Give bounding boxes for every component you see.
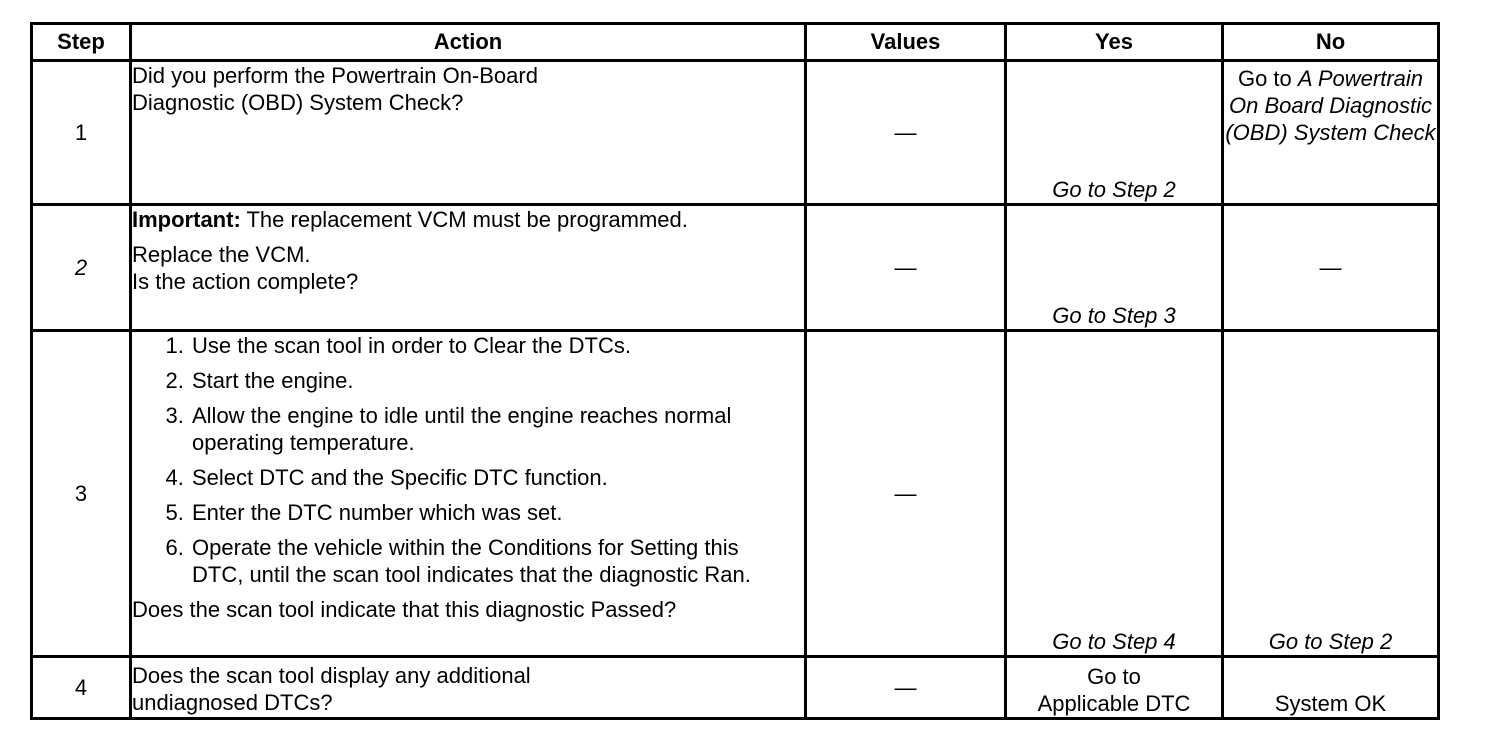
no-link[interactable]: Go to Step 2 xyxy=(1268,629,1393,654)
header-no: No xyxy=(1223,24,1439,61)
yes-cell[interactable] xyxy=(1006,657,1223,719)
important-note xyxy=(132,206,804,233)
substep: 6. Operate the vehicle within the Conditions for Setting this DTC, until the scan tool indicates that the diagnostic Ran. xyxy=(190,534,782,588)
important-label: Important: xyxy=(132,207,241,232)
diagnostic-table-container xyxy=(30,22,1440,720)
substep: 4. Select DTC and the Specific DTC function. xyxy=(190,464,804,491)
no-prefix: Go to xyxy=(1237,66,1292,91)
header-yes: Yes xyxy=(1006,24,1223,61)
action-cell xyxy=(131,331,806,657)
substep: 3. Allow the engine to idle until the engine reaches normal operating temperature. xyxy=(190,402,732,456)
table-row xyxy=(32,205,1439,331)
action-cell xyxy=(131,205,806,331)
yes-link[interactable]: Go to Step 4 xyxy=(1052,629,1176,654)
values-cell: — xyxy=(806,657,1006,719)
header-row xyxy=(32,24,1439,61)
substep-list xyxy=(132,332,804,588)
action-cell xyxy=(131,657,806,719)
yes-line: Go to xyxy=(1087,664,1141,689)
values-cell: — xyxy=(806,205,1006,331)
no-cell[interactable] xyxy=(1223,331,1439,657)
yes-line[interactable]: Applicable DTC xyxy=(1037,691,1191,716)
step-number: 2 xyxy=(32,205,131,331)
substep: 5. Enter the DTC number which was set. xyxy=(190,499,804,526)
no-cell: — xyxy=(1223,205,1439,331)
step-number: 4 xyxy=(32,657,131,719)
no-cell[interactable] xyxy=(1223,61,1439,205)
action-cell xyxy=(131,61,806,205)
header-values: Values xyxy=(806,24,1006,61)
no-cell: System OK xyxy=(1223,657,1439,719)
substep: 1. Use the scan tool in order to Clear the DTCs. xyxy=(190,332,804,359)
step-number: 1 xyxy=(32,61,131,205)
action-text: Did you perform the Powertrain On-Board Diagnostic (OBD) System Check? xyxy=(132,63,538,115)
substep: 2. Start the engine. xyxy=(190,367,804,394)
action-line: Replace the VCM. xyxy=(132,242,311,267)
values-cell: — xyxy=(806,61,1006,205)
no-link[interactable]: A Powertrain On Board Diagnostic (OBD) System Check xyxy=(1225,66,1436,145)
important-text: The replacement VCM must be programmed. xyxy=(246,207,688,232)
yes-cell[interactable] xyxy=(1006,331,1223,657)
yes-link[interactable]: Go to Step 3 xyxy=(1052,303,1176,328)
table-row xyxy=(32,61,1439,205)
yes-cell[interactable] xyxy=(1006,61,1223,205)
yes-link[interactable]: Go to Step 2 xyxy=(1052,177,1176,202)
header-action: Action xyxy=(131,24,806,61)
values-cell: — xyxy=(806,331,1006,657)
table-row xyxy=(32,657,1439,719)
action-question: Does the scan tool indicate that this diagnostic Passed? xyxy=(132,597,677,622)
action-text: Does the scan tool display any additional undiagnosed DTCs? xyxy=(132,663,531,715)
table-row xyxy=(32,331,1439,657)
step-number: 3 xyxy=(32,331,131,657)
diagnostic-table xyxy=(30,22,1440,720)
yes-cell[interactable] xyxy=(1006,205,1223,331)
header-step: Step xyxy=(32,24,131,61)
action-question: Is the action complete? xyxy=(132,269,359,294)
